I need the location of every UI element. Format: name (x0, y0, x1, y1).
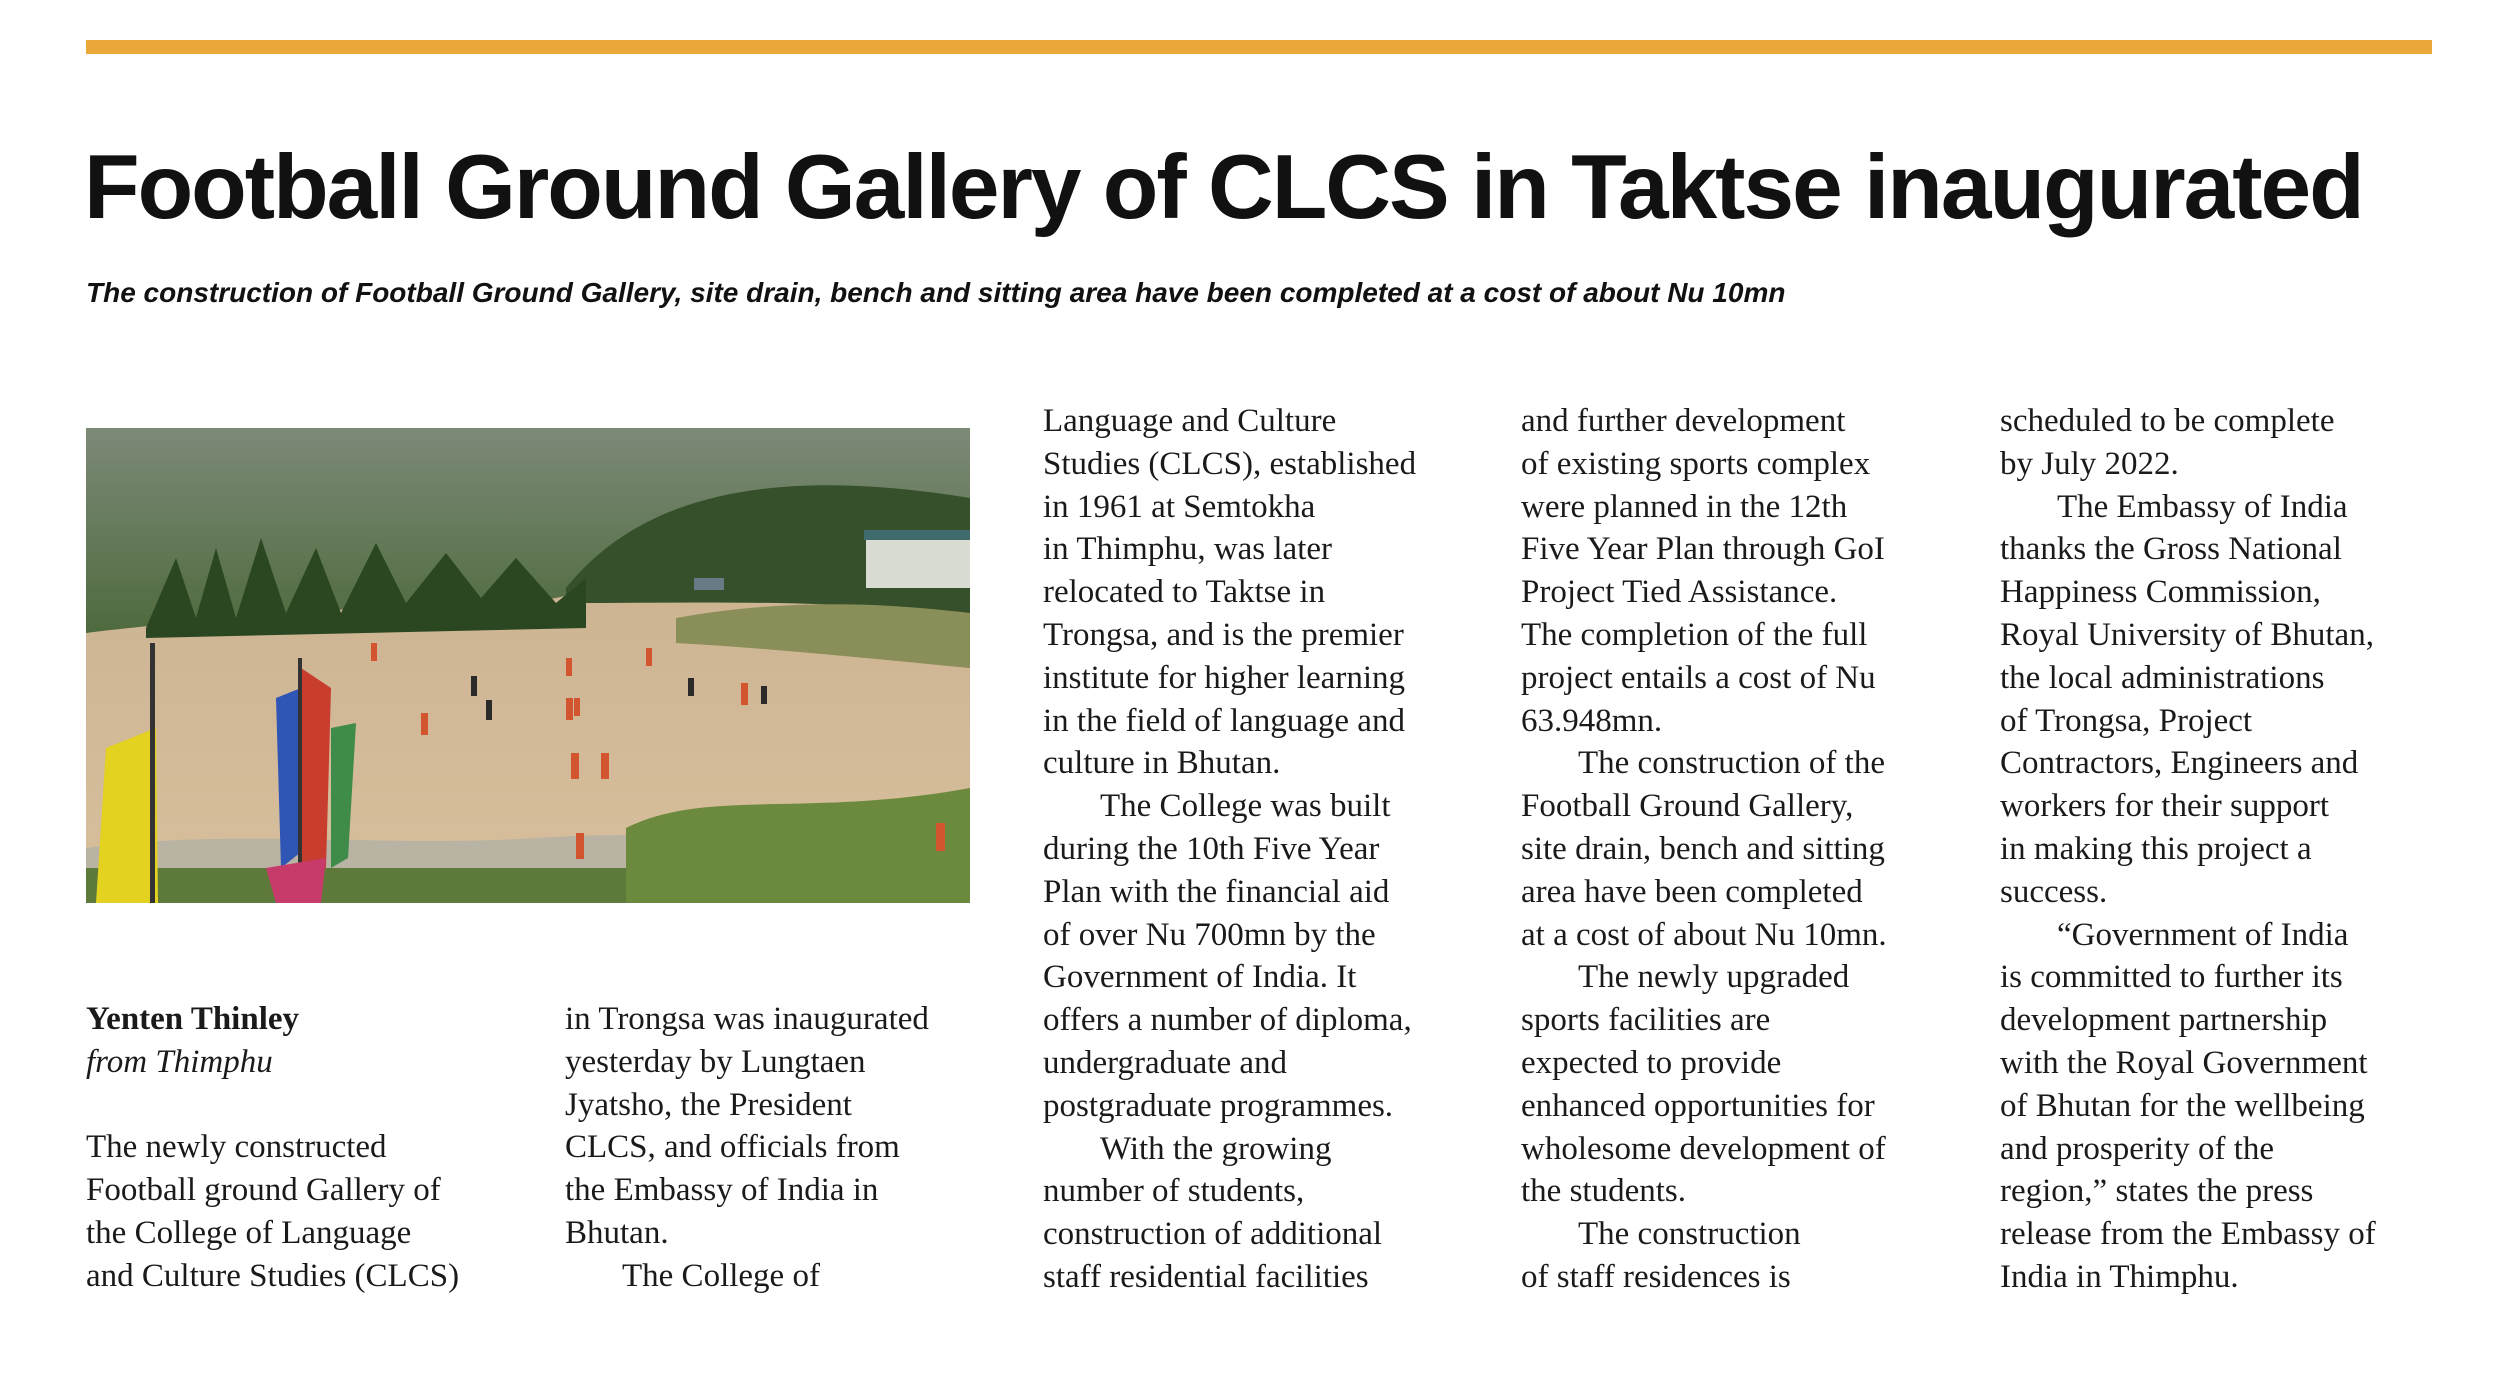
text-line: The College was built (1100, 788, 1391, 825)
text-line: during the 10th Five Year (1043, 830, 1380, 867)
text-line: Five Year Plan through GoI (1521, 531, 1885, 568)
text-line: enhanced opportunities for (1521, 1087, 1875, 1124)
text-line: in 1961 at Semtokha (1043, 488, 1316, 525)
byline-location: from Thimphu (86, 1043, 273, 1080)
text-line: release from the Embassy of (2000, 1216, 2376, 1253)
text-line: Contractors, Engineers and (2000, 745, 2359, 782)
text-line: construction of additional (1043, 1216, 1383, 1253)
text-line: Jyatsho, the President (565, 1086, 852, 1123)
text-line: the College of Language (86, 1214, 412, 1251)
text-line: workers for their support (2000, 788, 2330, 825)
text-line: Plan with the financial aid (1043, 873, 1390, 910)
text-line: were planned in the 12th (1521, 488, 1848, 525)
text-line: the Embassy of India in (565, 1172, 879, 1209)
text-line: CLCS, and officials from (565, 1129, 900, 1166)
text-line: is committed to further its (2000, 959, 2343, 996)
text-line: in Thimphu, was later (1043, 531, 1333, 568)
text-column-5 (2000, 400, 2376, 1299)
text-line: institute for higher learning (1043, 659, 1405, 696)
text-line: 63.948mn. (1521, 702, 1663, 739)
text-line: the local administrations (2000, 659, 2325, 696)
text-line: The newly constructed (86, 1129, 387, 1166)
text-line: “Government of India (2057, 916, 2349, 953)
text-line: of staff residences is (1521, 1258, 1791, 1295)
text-line: thanks the Gross National (2000, 531, 2342, 568)
text-line: by July 2022. (2000, 445, 2179, 482)
text-line: with the Royal Government (2000, 1044, 2368, 1081)
text-line: postgraduate programmes. (1043, 1087, 1394, 1124)
text-line: of Trongsa, Project (2000, 702, 2253, 739)
text-line: The Embassy of India (2057, 488, 2348, 525)
text-line: The newly upgraded (1578, 959, 1850, 996)
text-line: at a cost of about Nu 10mn. (1521, 916, 1887, 953)
text-line: and prosperity of the (2000, 1130, 2275, 1167)
blank-line (86, 1084, 459, 1127)
text-line: development partnership (2000, 1002, 2328, 1039)
text-column-4 (1521, 400, 1887, 1299)
text-line: wholesome development of (1521, 1130, 1886, 1167)
text-line: in Trongsa was inaugurated (565, 1001, 929, 1037)
text-line: in the field of language and (1043, 702, 1405, 739)
text-line: The construction (1578, 1216, 1801, 1253)
text-line: and further development (1521, 403, 1846, 439)
text-line: Studies (CLCS), established (1043, 445, 1417, 482)
text-line: region,” states the press (2000, 1173, 2314, 1210)
text-line: Language and Culture (1043, 403, 1337, 439)
football-ground-photo (86, 428, 970, 903)
text-column-3 (1043, 400, 1416, 1299)
text-line: relocated to Taktse in (1043, 574, 1326, 611)
text-line: yesterday by Lungtaen (565, 1043, 866, 1080)
headline: Football Ground Gallery of CLCS in Taktse inaugurated (84, 137, 2363, 238)
text-line: offers a number of diploma, (1043, 1002, 1412, 1039)
text-line: Football Ground Gallery, (1521, 788, 1854, 825)
text-line: success. (2000, 873, 2108, 910)
text-line: Football ground Gallery of (86, 1172, 441, 1209)
text-line: of Bhutan for the wellbeing (2000, 1087, 2365, 1124)
text-line: and Culture Studies (CLCS) (86, 1257, 460, 1294)
text-line: culture in Bhutan. (1043, 745, 1281, 782)
top-accent-rule (86, 40, 2432, 54)
standfirst: The construction of Football Ground Gallery, site drain, bench and sitting area have been completed at a cost of about Nu 10mn (86, 277, 1786, 308)
byline-name: Yenten Thinley (86, 1001, 300, 1037)
text-line: Royal University of Bhutan, (2000, 616, 2374, 653)
text-line: undergraduate and (1043, 1044, 1288, 1081)
text-line: sports facilities are (1521, 1002, 1771, 1039)
text-line: project entails a cost of Nu (1521, 659, 1876, 696)
text-line: Happiness Commission, (2000, 574, 2321, 611)
text-column-2 (565, 998, 929, 1298)
text-line: Project Tied Assistance. (1521, 574, 1838, 611)
text-line: area have been completed (1521, 873, 1863, 910)
text-line: staff residential facilities (1043, 1258, 1369, 1295)
text-line: of over Nu 700mn by the (1043, 916, 1376, 953)
text-line: The completion of the full (1521, 616, 1868, 653)
text-line: number of students, (1043, 1173, 1305, 1210)
text-line: expected to provide (1521, 1044, 1782, 1081)
text-line: the students. (1521, 1173, 1686, 1210)
text-line: Trongsa, and is the premier (1043, 616, 1404, 653)
text-line: of existing sports complex (1521, 445, 1871, 482)
text-line: site drain, bench and sitting (1521, 830, 1885, 867)
text-line: in making this project a (2000, 830, 2312, 867)
text-line: India in Thimphu. (2000, 1258, 2239, 1295)
text-line: With the growing (1100, 1130, 1332, 1167)
text-line: Bhutan. (565, 1214, 669, 1251)
text-line: The construction of the (1578, 745, 1885, 782)
text-line: scheduled to be complete (2000, 403, 2335, 439)
text-line: Government of India. It (1043, 959, 1357, 996)
text-line: The College of (622, 1257, 820, 1294)
text-column-1 (86, 998, 459, 1298)
